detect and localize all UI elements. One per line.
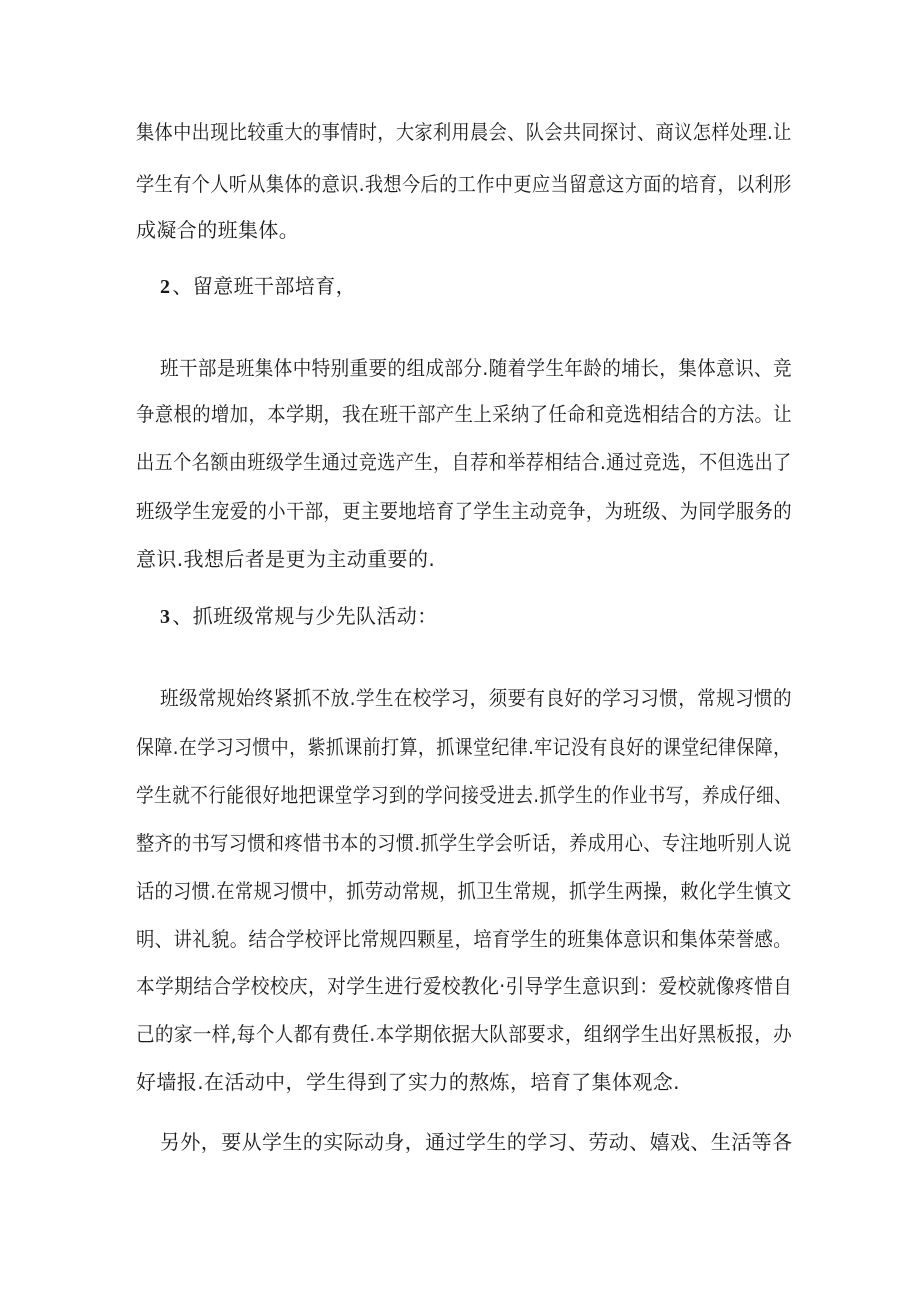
section-title: 、抓班级常规与少先队活动： — [172, 604, 438, 628]
text-line: 成凝合的班集体。 — [136, 218, 300, 242]
text-line: 班级常规始终紧抓不放.学生在校学习，须要有良好的学习习惯，常规习惯的 — [160, 686, 792, 710]
text-line: 班级学生宠爱的小干部，更主要地培育了学生主动竞争，为班级、为同学服务的 — [136, 499, 793, 523]
text-line: 另外，要从学生的实际动身，通过学生的学习、劳动、嬉戏、生活等各 — [160, 1130, 793, 1154]
text-line: 争意根的增加，本学期，我在班干部产生上采纳了任命和竞选相结合的方法。让 — [136, 402, 793, 426]
text-line: 保障.在学习习惯中，紫抓课前打算，抓课堂纪律.牢记没有良好的课堂纪律保障， — [136, 735, 792, 759]
text-line: 集体中出现比较重大的事情时，大家利用晨会、队会共同探讨、商议怎样处理.让 — [136, 120, 792, 144]
text-line: 班干部是班集体中特别重要的组成部分.随着学生年龄的埔长，集体意识、竞 — [160, 356, 792, 380]
text-line: 出五个名额由班级学生通过竞选产生，自荐和举荐相结合.通过竞选，不但选出了 — [136, 450, 792, 474]
section-number: 2 — [160, 276, 171, 298]
section-heading-3 — [160, 602, 438, 631]
text-line: 明、讲礼貌。结合学校评比常规四颗星，培育学生的班集体意识和集体荣誉感。 — [136, 927, 793, 951]
text-line: 整齐的书写习惯和疼惜书本的习惯.抓学生学会听话，养成用心、专注地听别人说 — [136, 831, 792, 855]
text-line: 己的家一样,每个人都有费任.本学期依据大队部要求，组纲学生出好黑板报，办 — [136, 1022, 793, 1046]
text-line: 话的习惯.在常规习惯中，抓劳动常规，抓卫生常规，抓学生两操，敕化学生慎文 — [136, 879, 792, 903]
text-line: 意识.我想后者是更为主动重要的. — [136, 547, 436, 571]
text-line: 学生就不行能很好地把课堂学习到的学问接受进去.抓学生的作业书写，养成仔细、 — [136, 783, 793, 807]
section-title: 、留意班干部培育， — [172, 274, 357, 298]
section-heading-2 — [160, 272, 356, 301]
text-line: 学生有个人听从集体的意识.我想今后的工作中更应当留意这方面的培育，以利形 — [136, 172, 792, 196]
text-line: 好墙报.在活动中，学生得到了实力的熬炼，培育了集体观念. — [136, 1070, 680, 1094]
text-line: 本学期结合学校校庆，对学生进行爱校教化·引导学生意识到：爱校就像疼惜自 — [136, 974, 793, 998]
section-number: 3 — [160, 606, 171, 628]
